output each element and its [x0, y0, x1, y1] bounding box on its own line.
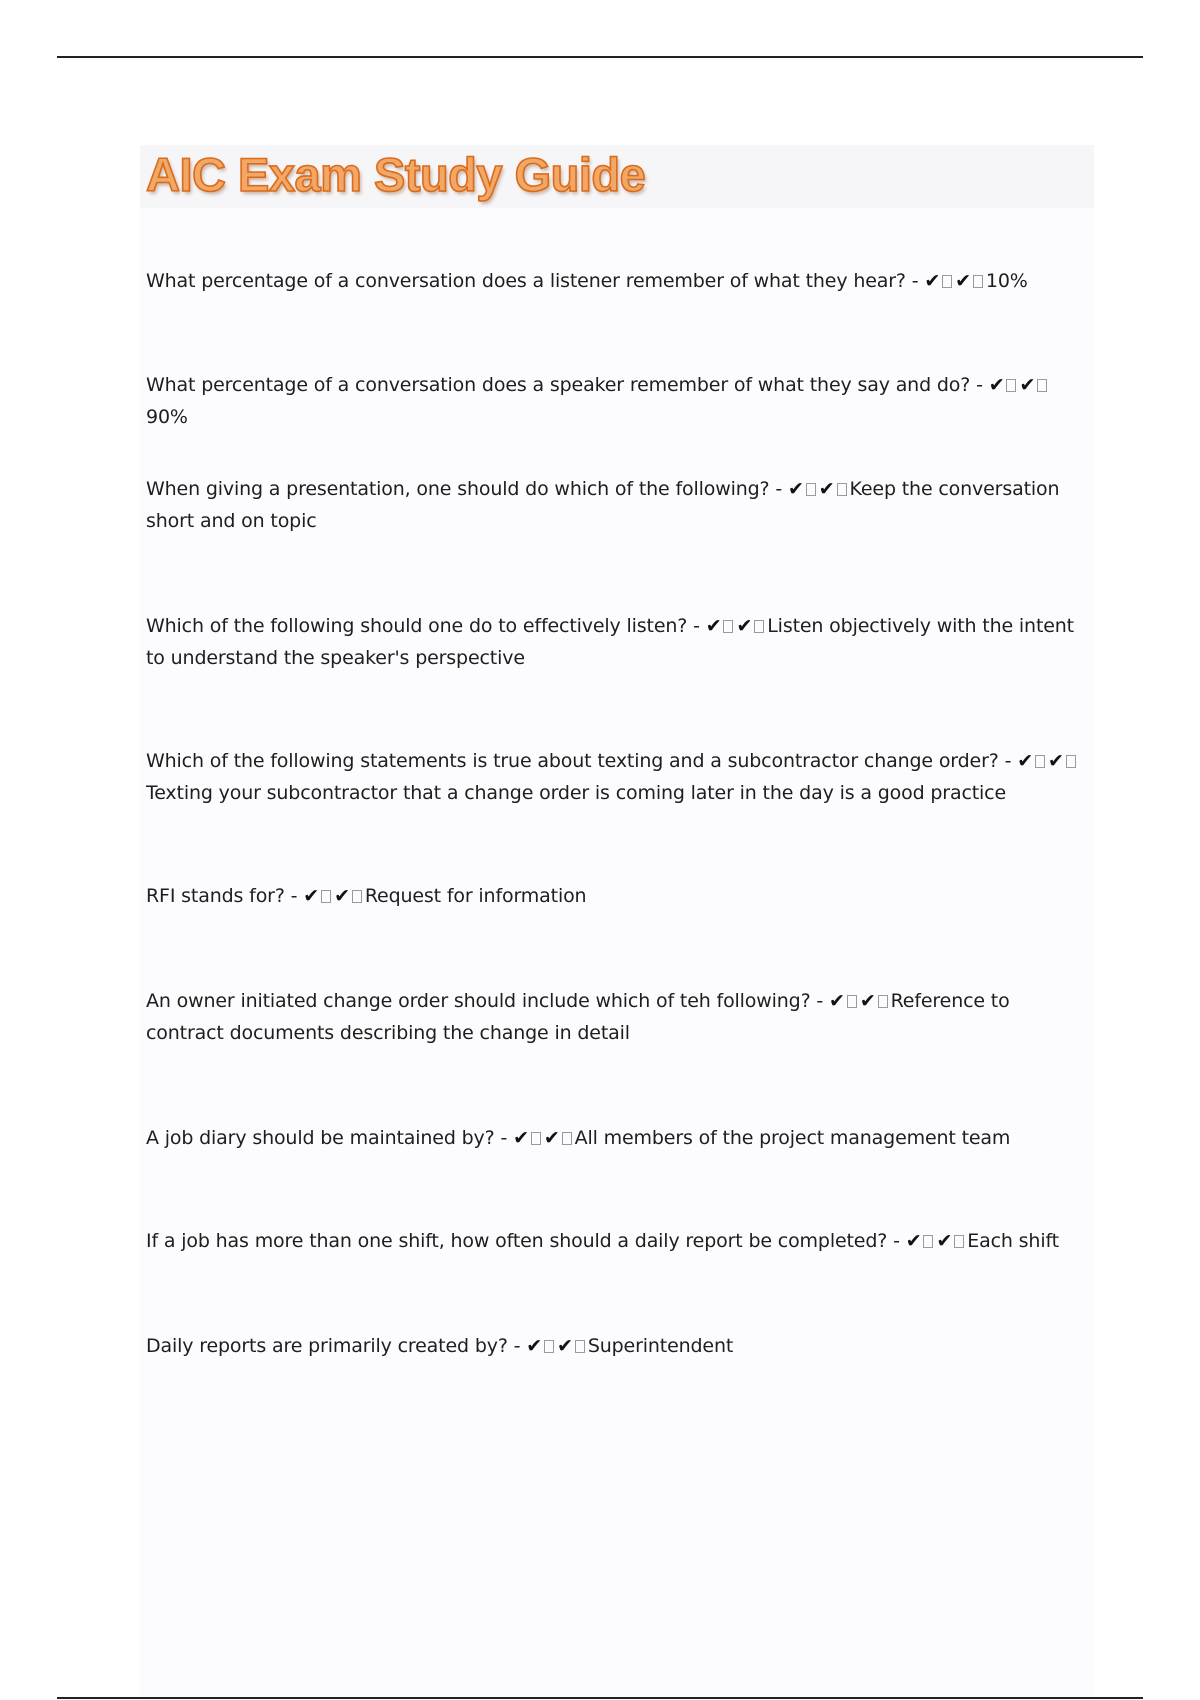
check-icon: ✔: [905, 1230, 922, 1252]
box-icon: [837, 483, 847, 496]
answer-text: Texting your subcontractor that a change order is coming later in the day is a good practice: [146, 782, 1007, 804]
check-icon: ✔: [859, 990, 876, 1012]
check-icon: ✔: [513, 1127, 529, 1149]
question-text: Which of the following should one do to effectively listen?: [146, 615, 688, 637]
check-icon: ✔: [955, 270, 971, 292]
separator: -: [507, 1335, 527, 1357]
answer-text: Keep the conversation short and on topic: [146, 478, 1060, 532]
answer-text: Reference to contract documents describing the change in detail: [146, 990, 1010, 1044]
check-icon: ✔: [818, 478, 835, 500]
header-rule: [57, 56, 1143, 58]
question-text: A job diary should be maintained by?: [146, 1127, 495, 1149]
separator: -: [284, 885, 304, 907]
box-icon: [954, 1235, 964, 1248]
check-icon: ✔: [787, 478, 804, 500]
qa-item: [146, 473, 1086, 537]
box-icon: [806, 483, 816, 496]
box-icon: [1006, 379, 1016, 392]
check-icon: ✔: [1019, 374, 1036, 396]
qa-item: [146, 1122, 1086, 1154]
question-text: RFI stands for?: [146, 885, 285, 907]
box-icon: [1037, 379, 1047, 392]
box-icon: [544, 1340, 554, 1353]
question-text: When giving a presentation, one should do which of the following?: [146, 478, 770, 500]
study-guide-content: [140, 145, 1094, 1697]
box-icon: [878, 995, 888, 1008]
check-icon: ✔: [557, 1335, 573, 1357]
question-text: If a job has more than one shift, how often should a daily report be completed?: [146, 1230, 888, 1252]
box-icon: [575, 1340, 585, 1353]
separator: -: [998, 750, 1018, 772]
qa-item: [146, 610, 1086, 674]
check-icon: ✔: [526, 1335, 543, 1357]
qa-item: [146, 265, 1086, 297]
check-icon: ✔: [303, 885, 320, 907]
check-icon: ✔: [1017, 750, 1033, 772]
footer-rule: [57, 1697, 1143, 1699]
answer-text: Superintendent: [587, 1335, 734, 1357]
answer-text: Each shift: [967, 1230, 1059, 1252]
separator: -: [769, 478, 788, 500]
check-icon: ✔: [334, 885, 350, 907]
separator: -: [970, 374, 989, 396]
separator: -: [494, 1127, 514, 1149]
question-text: What percentage of a conversation does a speaker remember of what they say and do?: [146, 374, 971, 396]
separator: -: [887, 1230, 906, 1252]
separator: -: [810, 990, 830, 1012]
box-icon: [321, 890, 331, 903]
box-icon: [1066, 755, 1076, 768]
qa-item: [146, 1330, 1086, 1362]
answer-text: 10%: [985, 270, 1028, 292]
check-icon: ✔: [1047, 750, 1064, 772]
box-icon: [562, 1132, 572, 1145]
question-text: Daily reports are primarily created by?: [146, 1335, 508, 1357]
check-icon: ✔: [829, 990, 845, 1012]
box-icon: [973, 275, 983, 288]
box-icon: [847, 995, 857, 1008]
check-icon: ✔: [736, 615, 753, 637]
question-text: What percentage of a conversation does a listener remember of what they hear?: [146, 270, 906, 292]
question-text: Which of the following statements is true about texting and a subcontractor change order?: [146, 750, 999, 772]
separator: -: [905, 270, 925, 292]
box-icon: [531, 1132, 541, 1145]
box-icon: [352, 890, 362, 903]
check-icon: ✔: [936, 1230, 953, 1252]
qa-item: [146, 1225, 1086, 1257]
title-banner: [140, 145, 1094, 208]
check-icon: ✔: [705, 615, 722, 637]
answer-text: All members of the project management team: [574, 1127, 1011, 1149]
document-title: AIC Exam Study Guide: [146, 148, 646, 201]
answer-text: 90%: [146, 406, 188, 428]
box-icon: [754, 620, 764, 633]
check-icon: ✔: [924, 270, 941, 292]
separator: -: [687, 615, 706, 637]
box-icon: [723, 620, 733, 633]
answer-text: Listen objectively with the intent to understand the speaker's perspective: [146, 615, 1074, 669]
qa-item: [146, 745, 1086, 809]
question-text: An owner initiated change order should include which of teh following?: [146, 990, 811, 1012]
check-icon: ✔: [988, 374, 1005, 396]
qa-item: [146, 985, 1086, 1049]
box-icon: [942, 275, 952, 288]
check-icon: ✔: [543, 1127, 560, 1149]
qa-item: [146, 369, 1086, 433]
answer-text: Request for information: [364, 885, 587, 907]
box-icon: [923, 1235, 933, 1248]
box-icon: [1035, 755, 1045, 768]
qa-item: [146, 880, 1086, 912]
